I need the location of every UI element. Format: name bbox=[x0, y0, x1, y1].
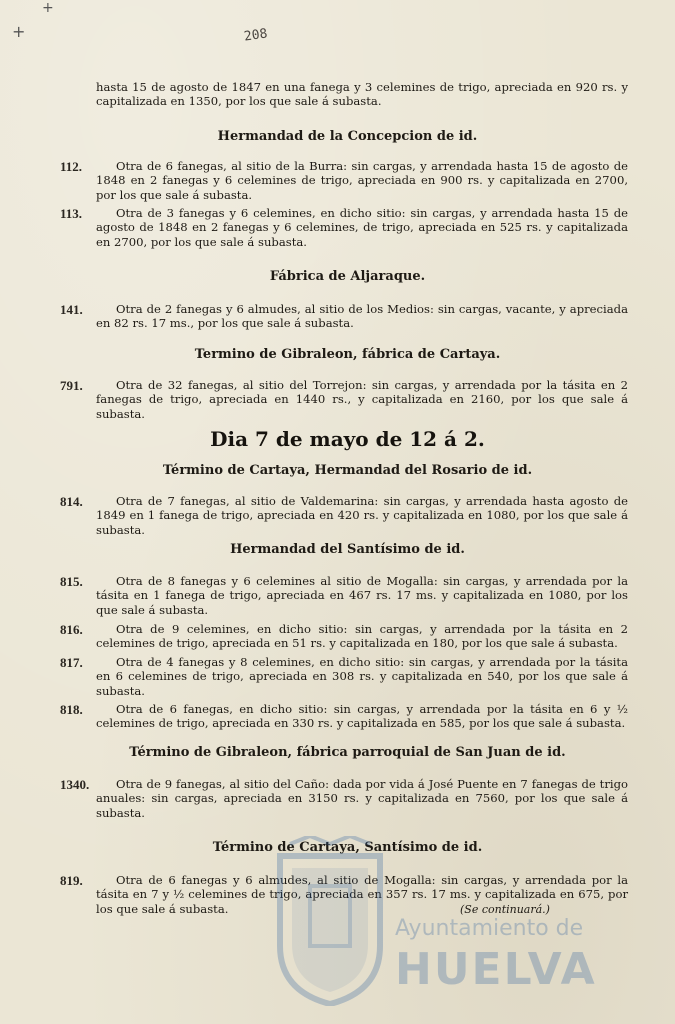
entry-815 bbox=[60, 574, 628, 617]
entry-814 bbox=[60, 494, 628, 537]
entry-text: Otra de 6 fanegas y 6 almudes, al sitio de Mogalla: sin cargas, y arrendada por la tásita en 7 y ½ celemines de trigo, apreciada en 357 rs. 17 ms. y capitalizada en 675, por los que sale á subasta. bbox=[96, 873, 628, 916]
entry-number: 814. bbox=[60, 494, 83, 509]
section-heading-cartaya-santisimo: Término de Cartaya, Santísimo de id. bbox=[212, 840, 483, 855]
entry-number: 1340. bbox=[60, 777, 90, 792]
entry-text: Otra de 3 fanegas y 6 celemines, en dicho sitio: sin cargas, y arrendada hasta 15 de agosto de 1848 en 2 fanegas y 6 celemines, de trigo, apreciada en 525 rs. y capitalizada en 2700, por los que sale á subasta. bbox=[96, 206, 628, 249]
section-heading-santisimo: Hermandad del Santísimo de id. bbox=[230, 542, 465, 557]
entry-text: Otra de 7 fanegas, al sitio de Valdemarina: sin cargas, y arrendada hasta agosto de 1849 en 1 fanega de trigo, apreciada en 420 rs. y capitalizada en 1080, por los que sale á subasta. bbox=[96, 494, 628, 537]
watermark-line1: Ayuntamiento de bbox=[395, 916, 584, 941]
entry-number: 791. bbox=[60, 378, 83, 393]
entry-text: Otra de 4 fanegas y 8 celemines, en dicho sitio: sin cargas, y arrendada por la tásita en 6 celemines de trigo, apreciada en 308 rs. y capitalizada en 540, por los que sale á subasta. bbox=[96, 655, 628, 698]
entry-number: 113. bbox=[60, 206, 83, 221]
watermark-line2: HUELVA bbox=[395, 944, 597, 995]
entry-818 bbox=[60, 702, 628, 731]
margin-mark: + bbox=[42, 0, 54, 16]
entry-number: 112. bbox=[60, 159, 83, 174]
section-heading-concepcion: Hermandad de la Concepcion de id. bbox=[217, 129, 478, 144]
entry-number: 815. bbox=[60, 574, 83, 589]
entry-112 bbox=[60, 159, 628, 202]
entry-text: Otra de 6 fanegas, al sitio de la Burra: sin cargas, y arrendada hasta 15 de agosto de 1848 en 2 fanegas y 6 celemines de trigo, apreciada en 900 rs. y capitalizada en 2700, por los que sale á subasta. bbox=[96, 159, 628, 202]
entry-1340 bbox=[60, 777, 628, 820]
entry-791 bbox=[60, 378, 628, 421]
entry-816 bbox=[60, 622, 628, 651]
section-heading-san-juan: Término de Gibraleon, fábrica parroquial de San Juan de id. bbox=[129, 745, 566, 760]
entry-text: Otra de 9 celemines, en dicho sitio: sin cargas, y arrendada por la tásita en 2 celemines de trigo, apreciada en 51 rs. y capitalizada en 180, por los que sale á subasta. bbox=[96, 622, 628, 651]
entry-113 bbox=[60, 206, 628, 249]
entry-number: 818. bbox=[60, 702, 83, 717]
entry-141 bbox=[60, 302, 628, 331]
entry-817 bbox=[60, 655, 628, 698]
entry-text: Otra de 32 fanegas, al sitio del Torrejon: sin cargas, y arrendada por la tásita en 2 fanegas de trigo, apreciada en 1440 rs., y capitalizada en 2160, por los que sale á subasta. bbox=[96, 378, 628, 421]
margin-cross: + bbox=[12, 22, 26, 41]
handwritten-page-number: 208 bbox=[243, 26, 269, 45]
section-heading-gibraleon-cartaya: Termino de Gibraleon, fábrica de Cartaya. bbox=[194, 347, 501, 362]
entry-text: Otra de 9 fanegas, al sitio del Caño: dada por vida á José Puente en 7 fanegas de trigo anuales: sin cargas, apreciada en 3150 rs. y capitalizada en 7560, por los que sale á subasta. bbox=[96, 777, 628, 820]
day-heading: Dia 7 de mayo de 12 á 2. bbox=[210, 427, 485, 451]
section-heading-aljaraque: Fábrica de Aljaraque. bbox=[269, 269, 426, 284]
entry-text: Otra de 2 fanegas y 6 almudes, al sitio de los Medios: sin cargas, vacante, y apreciada en 82 rs. 17 ms., por los que sale á subasta. bbox=[96, 302, 628, 331]
entry-number: 819. bbox=[60, 873, 83, 888]
entry-text: Otra de 6 fanegas, en dicho sitio: sin cargas, y arrendada por la tásita en 6 y ½ celemines de trigo, apreciada en 330 rs. y capitalizada en 585, por los que sale á subasta. bbox=[96, 702, 628, 731]
entry-number: 141. bbox=[60, 302, 83, 317]
entry-number: 817. bbox=[60, 655, 83, 670]
continuation-note: (Se continuará.) bbox=[460, 903, 550, 916]
top-fragment bbox=[60, 80, 628, 109]
archive-watermark bbox=[270, 826, 600, 1016]
entry-number: 816. bbox=[60, 622, 83, 637]
top-fragment-text: hasta 15 de agosto de 1847 en una fanega y 3 celemines de trigo, apreciada en 920 rs. y capitalizada en 1350, por los que sale á subasta. bbox=[96, 80, 628, 109]
section-heading-rosario: Término de Cartaya, Hermandad del Rosario de id. bbox=[162, 463, 533, 478]
entry-text: Otra de 8 fanegas y 6 celemines al sitio de Mogalla: sin cargas, y arrendada por la tásita en 1 fanega de trigo, apreciada en 467 rs. 17 ms. y capitalizada en 1080, por los que sale á subasta. bbox=[96, 574, 628, 617]
coat-of-arms-icon bbox=[270, 836, 390, 1006]
